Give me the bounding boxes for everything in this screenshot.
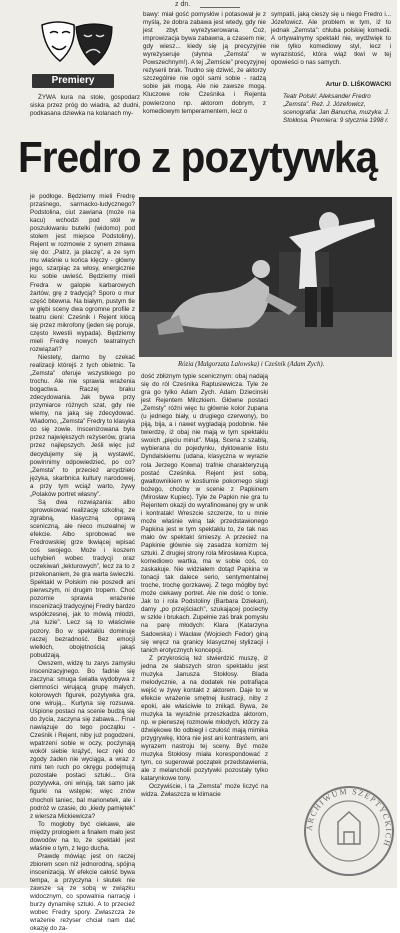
photo-caption: Rózia (Małgorzata Lalowska) i Cześnik (Adam Zych). <box>178 361 325 368</box>
paragraph: Z przykrością też stwierdzić muszę, iż jedna ze słabszych stron spektaklu jest muzyka Janusza Stokłosy. Blada melodycznie, a na dodatek nie potrafiąca wejść w żywy kontakt z aktorem. Daje to w efekcie wrażenie smętnej ilustracji, niby z epoki, ale właściwie to znikąd. Bywa, że muzyka ta wyraźnie przeszkadza aktorom, np. w pierwszej rozmowie młodych, którzy za dźwiękowe tło odbiegł i czułość mają mimika przygrywkę, która nie jest ani kontrastem, ani wyrazem nastroju tej sceny. Być może muzyka Stokłosy miała korespondować z tym, co sugerował początek przedstawienia, ale z melancholii pozytywki pozostały tylko katarynkowe tony. <box>141 654 268 783</box>
paragraph: Owszem, widzę tu zarys zamysłu inscenizacyjnego. Bo fadnie się zaczyna: smuga światła wydobywa z ciemności wirującą grupę małych, kolorowych figurek, pozytywka gra, one wirują... Kurtyna się rozsuwa. Uśpione postaci na scenie budzą się do życia, zaczyna się zabawa... Finał nawiązuje do tego początku - Cześnik i Rejent, niby już pogodzeni, wpatrzeni sobie w oczy, pocżynają wokół siebie krążyć, lecz ręki do zgody żaden nie wyciąga, a wraz z nimi ten ruch po okręgu podejmują pozostałe postaci sztuki... Gra pozytywka, oni wirują, tak samo jak figurki na wstępie; więc znów chocholi taniec, bal marionetek, ale i podróż w czasie, do „kiedy pamiętek” z wiersza Mickiewicza? <box>30 659 135 820</box>
paragraph: Niestety, darmo by czekać realizacji którejś z tych obietnic. Ta „Zemsta” oferuje wszystkiego po trochu. Ale nie sprawia wrażenia bogactwa. Raczej braku zdecydowania. Jak bywa przy przymiarce różnych szat, gdy nie wiemy, na jaką się zdecydować. Wiadomo, „Zemsta” Fredry to klasyka co się zowie. Inscenizowana była przez największych reżyserów, grana przez najlepszych. Jeśli więc już decydujemy się ją wystawić, powinnimy odpowiedzieć, po co?„Zemsta” to przecież arcydzieło języka, skarbnica kultury narodowej, a przy tym wciąż warto, żywy „Polaków portret własny”. <box>30 353 135 498</box>
paragraph: To mogłoby być ciekawe, ale między prologiem a finałem mało jest dowodów na to, że spektakl jest właśnie o tym, z tego ducha. <box>30 820 135 852</box>
section-label: Premiery <box>32 74 114 88</box>
paragraph: Są dwa rozwiązania: albo sprowokować realizację szkolną; ze zgrabną, klasyczną oprawą sceniczną, ale nieco muzealnej w efekcie. Albo sprobować we Fredrowskiej grze tkwiącej wpisać coś swojego. Może i koszem uchybień wobec tradycji oraz oczekiwań „lekturowych”, lecz za to z przekonaniem, że gra warta świeczki. Spektakl w Polskim nie poszedł ani pierwszym, ni drugim tropem. Choć pozornie sprawia wrażenie inscenizacji tradycyjnej Fredry bardzo współczesnej, jak to mówią młodzi, „na luzie”. Lecz są to właściwie pozory. Bo w spektaklu dominuje raczej bezradność. Bez emocji wielkich, obojętnością jakąś pobudzają. <box>30 498 135 659</box>
paragraph: dość zbłiznym typie scenicznym: obaj nadają się do ról Cześnika Raptusiewicza. Tyle że gra go tylko Adam Zych. Adam Dziecinski jest Rejentem Milczkiem. Główne postaci „Zemsty” róźni więc tu głównie kolor żupana (u jednego biały, u drugiego czerwony), bo piją, bija, a i nawet wygladają podobnie. Nie twierdzę, iż obaj nie mają w tym spektaklu swoich „pięciu minut”. Mają. Scena z szablą, wybierana do pojedynku, dyktowanie listu Dyndalskiemu (udana, klasyczna w wyrazie rola Jerzego Kowna) trafnie charakteryzują postać Cześnika. Rejent jest sobą, gwałtownikiem w kostiumie pokornego sługi bożego, choćby w scenie z Papkinem (Mirosław Kupiec). Tyle że Papkin nie gra tu Rejentem okazji do wyrafinowanej gry w unik i kontratak! Wreszcie szczerze, to u mnie może właśnie winą tak przedstawionego Papkina jest w tym spektaklu to, że tak nas mało ów spektakl śmieszy. A przecież na Papkinie głównie się zasadza komizm tej sztuki. Z drugiej strony rola Mirosława Kupca, komediowo wartka, ma w sobie coś, co zaskakuje. Nie widziałem dotąd Papkina w tonacji tak dalece serio, sentymentalnej troche, trochę gorzkawej. Z tego mógłby być może ciekawy portret. Ale nie dość o tonie. Jak to i rola Podstoliny (Barbara Dziekan), damy „po przejściach”, szukającej pociechy w szkle i brukach. Zupełnie zaś brak pomysłu na parę młodych: Klara (Katarzyna Sadowska) i Wacław (Wojciech Fedor) giną się wręcz na granicy klasycznej stylizacji i tanich erotycznych koncepcji. <box>141 373 268 654</box>
paragraph: Prawdę mówiąc jest on raczej zbiorem scen niż jednorodną, spójną inscenizacją. W efekcie całość bywa tempa, a przyczyna i skutek nie zawsze są ze sobą w związku widocznym, co spowalnia narrację i burzy dynamikę sztuki. A to przecież wobec Fredry spory. Zwłaszcza że wrażenie reżyser chciał nam dać okazję do za- <box>30 852 135 933</box>
headline: Fredro z pozytywką <box>18 133 378 182</box>
column-3-top <box>271 11 391 83</box>
theatre-masks-icon <box>38 19 116 69</box>
column-1-bottom <box>30 193 135 933</box>
production-photo <box>139 197 392 357</box>
column-1-top <box>30 94 140 134</box>
column-2-bottom <box>141 373 268 883</box>
column-2-top <box>143 11 266 134</box>
author: Artur D. LIŚKOWACKI <box>325 81 391 88</box>
paragraph: Oczywiście, i ta „Zemsta” może liczyć na widza. Zwłaszcza w klimacie <box>141 783 268 799</box>
archive-stamp <box>300 782 398 880</box>
photo-illustration <box>139 197 392 357</box>
header-fragment-text: z dn. <box>175 1 191 8</box>
paragraph: ŻYWA kura na stole, gospodarz siska przez próg do wiadra, aż dudni, podkasana dziewka na kolanach my- <box>30 94 140 118</box>
paragraph: bawy: miał gość pomysłów i potasował je z myślą, że dobra zabawa jest wtedy, gdy nie jest zbyt wyreżyserowana. Coż, improwizacja bywa zabawna, a czasem nie; gdy wiesz... kiedy się ją precyzyjnie wyreżyseruje (słynna „Zemsta” w Powszechnym!). A tej „Zemście” precyzyjnej reżyserii brak. Trudno się dziwić, że aktorzy szczególnie nie ogól sami sobie - radzą sobie jak mogą. Ale nie zawsze mogą. Kluczowe role Cześnika i Rejenta powierzono np. aktorom dobrym, z komediowym temperamentem, lecz o <box>143 11 266 115</box>
svg-text:ARCHIWUM SZEPTYCKICH: ARCHIWUM SZEPTYCKICH <box>304 786 394 849</box>
paragraph: je podłoge. Będziemy mieli Fredrę przaśnego, sarmacko-ludycznego? Podstolina, ciut zawiana (może na kacu) wchodzi pod stół w poszukiwaniu butelki (widomo) pod stołem jest miejsce Podstoliny), Rejent w rozmowie z synem zmawa się do: „Patrz, ja placzę”, a ze sym mu właśnie u końca klęczy - główny jego, szarpiąc za włosy, energicznie ku sobie uwieść. Będziemy mieli Fredra w galopie karbarowych żartów, grę z tradycją? Sporo o mur część bitewna. Na białym, pustym tle w głębi sceny dwa ogromne profile z teatru cieni: Cześnik i Rejent kłócą się przez mikrofony (jeden się poruje, często kwestii wypada). Będziemy mieli Fredrę nowych teatralnych rozwiązań? <box>30 193 135 353</box>
header-rule <box>200 7 240 8</box>
paragraph: sympatii, jaką cieszy się u niego Fredro i... Józefowicz. Ale problem w tym, iż to jednak „Zemsta”: chluba polskiej komedii. A ortywalnymy spektakl nie, wydźwięk to nie tylko komediowy styl, lecz i wyrazistość, która wiąż tkwi w tej opowieści o nas samych. <box>271 11 391 67</box>
credits: Teatr Polski: Aleksander Fredro „Zemsta”. Reż. J. Józefowicz, scenografia: Jan Banucha, muzyka: J. Stokłosa. Premiera: 9 stycznia 1998 r. <box>283 93 390 125</box>
